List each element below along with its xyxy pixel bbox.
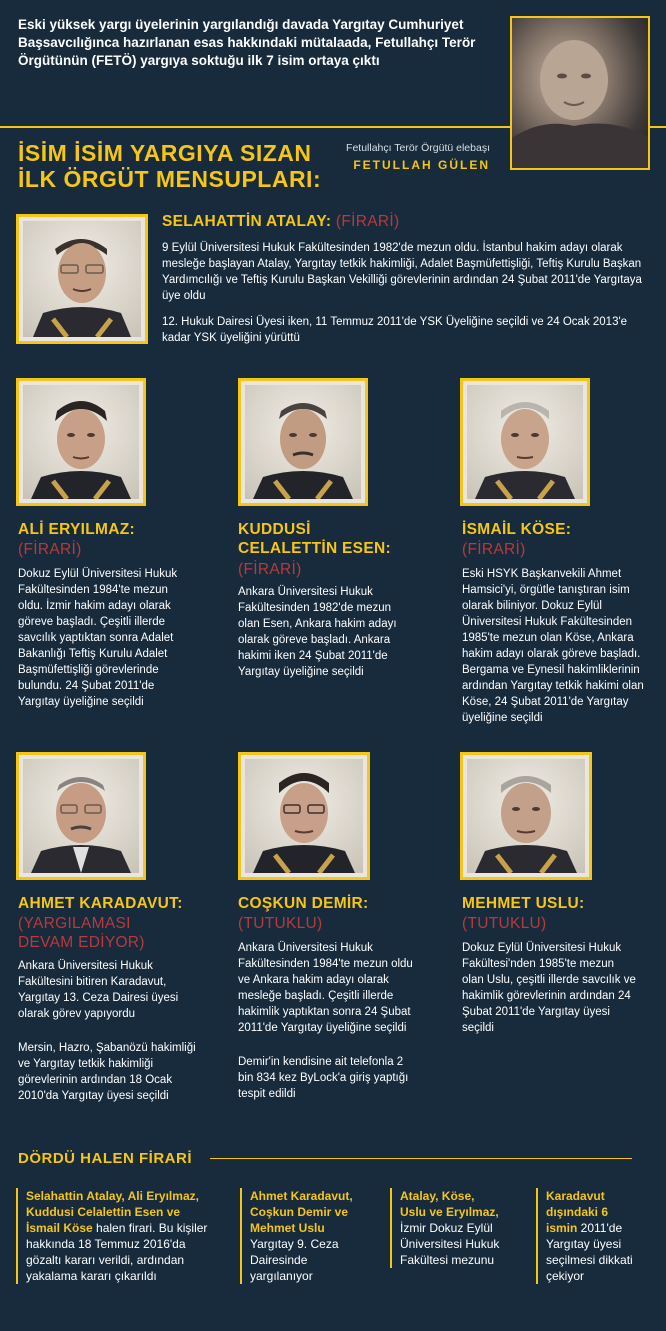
person-status-ahmet-karadavut: (YARGILAMASI DEVAM EDİYOR) [18,915,145,951]
photo-ahmet-karadavut [16,752,146,880]
top-divider [0,126,510,128]
person-name-ahmet-karadavut: AHMET KARADAVUT: [18,895,183,912]
top-divider-right [650,126,666,128]
person-desc-mehmet-uslu: Dokuz Eylül Üniversitesi Hukuk Fakültesi'nden 1985'te mezun olan Uslu, çeşitli illerde savcılık ve hakimlik görevlerinin ardından 24 Şubat 2011'de Yargıtay üyesi seçildi [462,942,636,1034]
main-title-line1: İSİM İSİM YARGIYA SIZAN [18,140,312,166]
main-title-line2: İLK ÖRGÜT MENSUPLARI: [18,166,322,192]
person-name-ismail-kose: İSMAİL KÖSE: [462,521,572,538]
person-status-ismail-kose: (FİRARİ) [462,541,526,558]
fact-item: Atalay, Köse, Uslu ve Eryılmaz, İzmir Dokuz Eylül Üniversitesi Hukuk Fakültesi mezunu [390,1188,502,1268]
photo-kuddusi-celalettin-esen [238,378,368,506]
person-desc-ismail-kose: Eski HSYK Başkanvekili Ahmet Hamsici'yi, örgütle tanıştıran isim olarak biliniyor. Dokuz Eylül Üniversitesi Hukuk Fakültesinden 1985'te mezun olan Köse, Ankara hakim adayı olarak göreve başladı. Bergama ve Eynesil hakimliklerinin ardından Yargıtay tetkik hakimi olan Köse, 24 Şubat 2011'de Yargıtay üyeliğine seçildi [462,568,644,724]
person-status-mehmet-uslu: (TUTUKLU) [462,915,547,932]
person-name-selahattin-atalay: SELAHATTİN ATALAY: (FİRARİ) [162,213,400,230]
main-title [18,140,348,192]
person-name-coskun-demir: COŞKUN DEMİR: [238,895,369,912]
photo-selahattin-atalay [16,214,148,344]
photo-ismail-kose [460,378,590,506]
person-status-kuddusi-celalettin-esen: (FİRARİ) [238,561,302,578]
photo-mehmet-uslu [460,752,592,880]
fact-item: Ahmet Karadavut, Coşkun Demir ve Mehmet Uslu Yargıtay 9. Ceza Dairesinde yargılanıyor [240,1188,358,1284]
person-desc-kuddusi-celalettin-esen: Ankara Üniversitesi Hukuk Fakültesinden 1982'de mezun olan Esen, Ankara hakim adayı olarak göreve başladı. Ankara hakimi iken 24 Şubat 2011'de Yargıtay üyeliğine seçildi [238,586,397,678]
person-desc-coskun-demir: Ankara Üniversitesi Hukuk Fakültesinden 1984'te mezun oldu ve Ankara hakim adayı olarak mesleğe başladı. Çeşitli illerde hakimlik yaptıktan sonra 24 Şubat 2011'de Yargıtay üyeliğine seçildi Demir'in kendisine ait telefonla 2 bin 834 kez ByLock'a giriş yaptığı tespit edildi [238,942,413,1100]
intro-text: Eski yüksek yargı üyelerinin yargılandığı davada Yargıtay Cumhuriyet Başsavcılığınca hazırlanan esas hakkındaki mütalaada, Fetullahçı Terör Örgütünün (FETÖ) yargıya soktuğu ilk 7 isim ortaya çıktı [18,17,476,68]
person-status: (FİRARİ) [335,213,400,230]
fact-item: Selahattin Atalay, Ali Eryılmaz, Kuddusi Celalettin Esen ve İsmail Köse halen firari. Bu kişiler hakkında 18 Temmuz 2016'da gözaltı kararı verildi, ardından yakalama kararı çıkarıldı [16,1188,212,1284]
photo-ali-eryilmaz [16,378,146,506]
person-status-ali-eryilmaz: (FİRARİ) [18,541,82,558]
leader-name: FETULLAH GÜLEN [353,158,490,172]
photo-coskun-demir [238,752,370,880]
leader-caption: Fetullahçı Terör Örgütü elebaşı [346,142,490,154]
person-name-kuddusi-celalettin-esen: KUDDUSİ CELALETTİN ESEN: [238,521,391,557]
bottom-divider [210,1158,632,1159]
person-name-mehmet-uslu: MEHMET USLU: [462,895,585,912]
leader-photo [510,16,650,170]
person-desc-ali-eryilmaz: Dokuz Eylül Üniversitesi Hukuk Fakültesinden 1984'te mezun oldu. İzmir hakim adayı olarak göreve başladı. Çeşitli illerde savcılık yaptıktan sonra Adalet Bakanlığı Teftiş Kurulu Adalet Başmüfettişliği görevlerinde bulundu. 24 Şubat 2011'de Yargıtay üyeliğine seçildi [18,568,178,708]
person-desc-ahmet-karadavut: Ankara Üniversitesi Hukuk Fakültesini bitiren Karadavut, Yargıtay 13. Ceza Dairesi üyesi olarak görev yapıyordu Mersin, Hazro, Şabanözü hakimliği ve Yargıtay tetkik hakimliği görevlerinin ardından 18 Ocak 2010'da Yargıtay üyesi seçildi [18,960,196,1102]
person-desc-selahattin-atalay: 9 Eylül Üniversitesi Hukuk Fakültesinden 1982'de mezun oldu. İstanbul hakim adayı olarak mesleğe başlayan Atalay, Yargıtay tetkik hakimliği, Adalet Başmüfettişliği, Teftiş Kurulu Başkan Yardımcılığı ve Teftiş Kurulu Başkan Vekilliği görevlerinin ardından 24 Şubat 2011'de Yargıtaya üye oldu 12. Hukuk Dairesi Üyesi iken, 11 Temmuz 2011'de YSK Üyeliğine seçildi ve 24 Ocak 2013'e kadar YSK üyeliğini yürüttü [162,242,642,344]
person-name-ali-eryilmaz: ALİ ERYILMAZ: [18,521,135,538]
bottom-title: DÖRDÜ HALEN FİRARİ [18,1150,192,1167]
fact-item: Karadavut dışındaki 6 ismin 2011'de Yargıtay üyesi seçilmesi dikkati çekiyor [536,1188,640,1284]
person-status-coskun-demir: (TUTUKLU) [238,915,323,932]
